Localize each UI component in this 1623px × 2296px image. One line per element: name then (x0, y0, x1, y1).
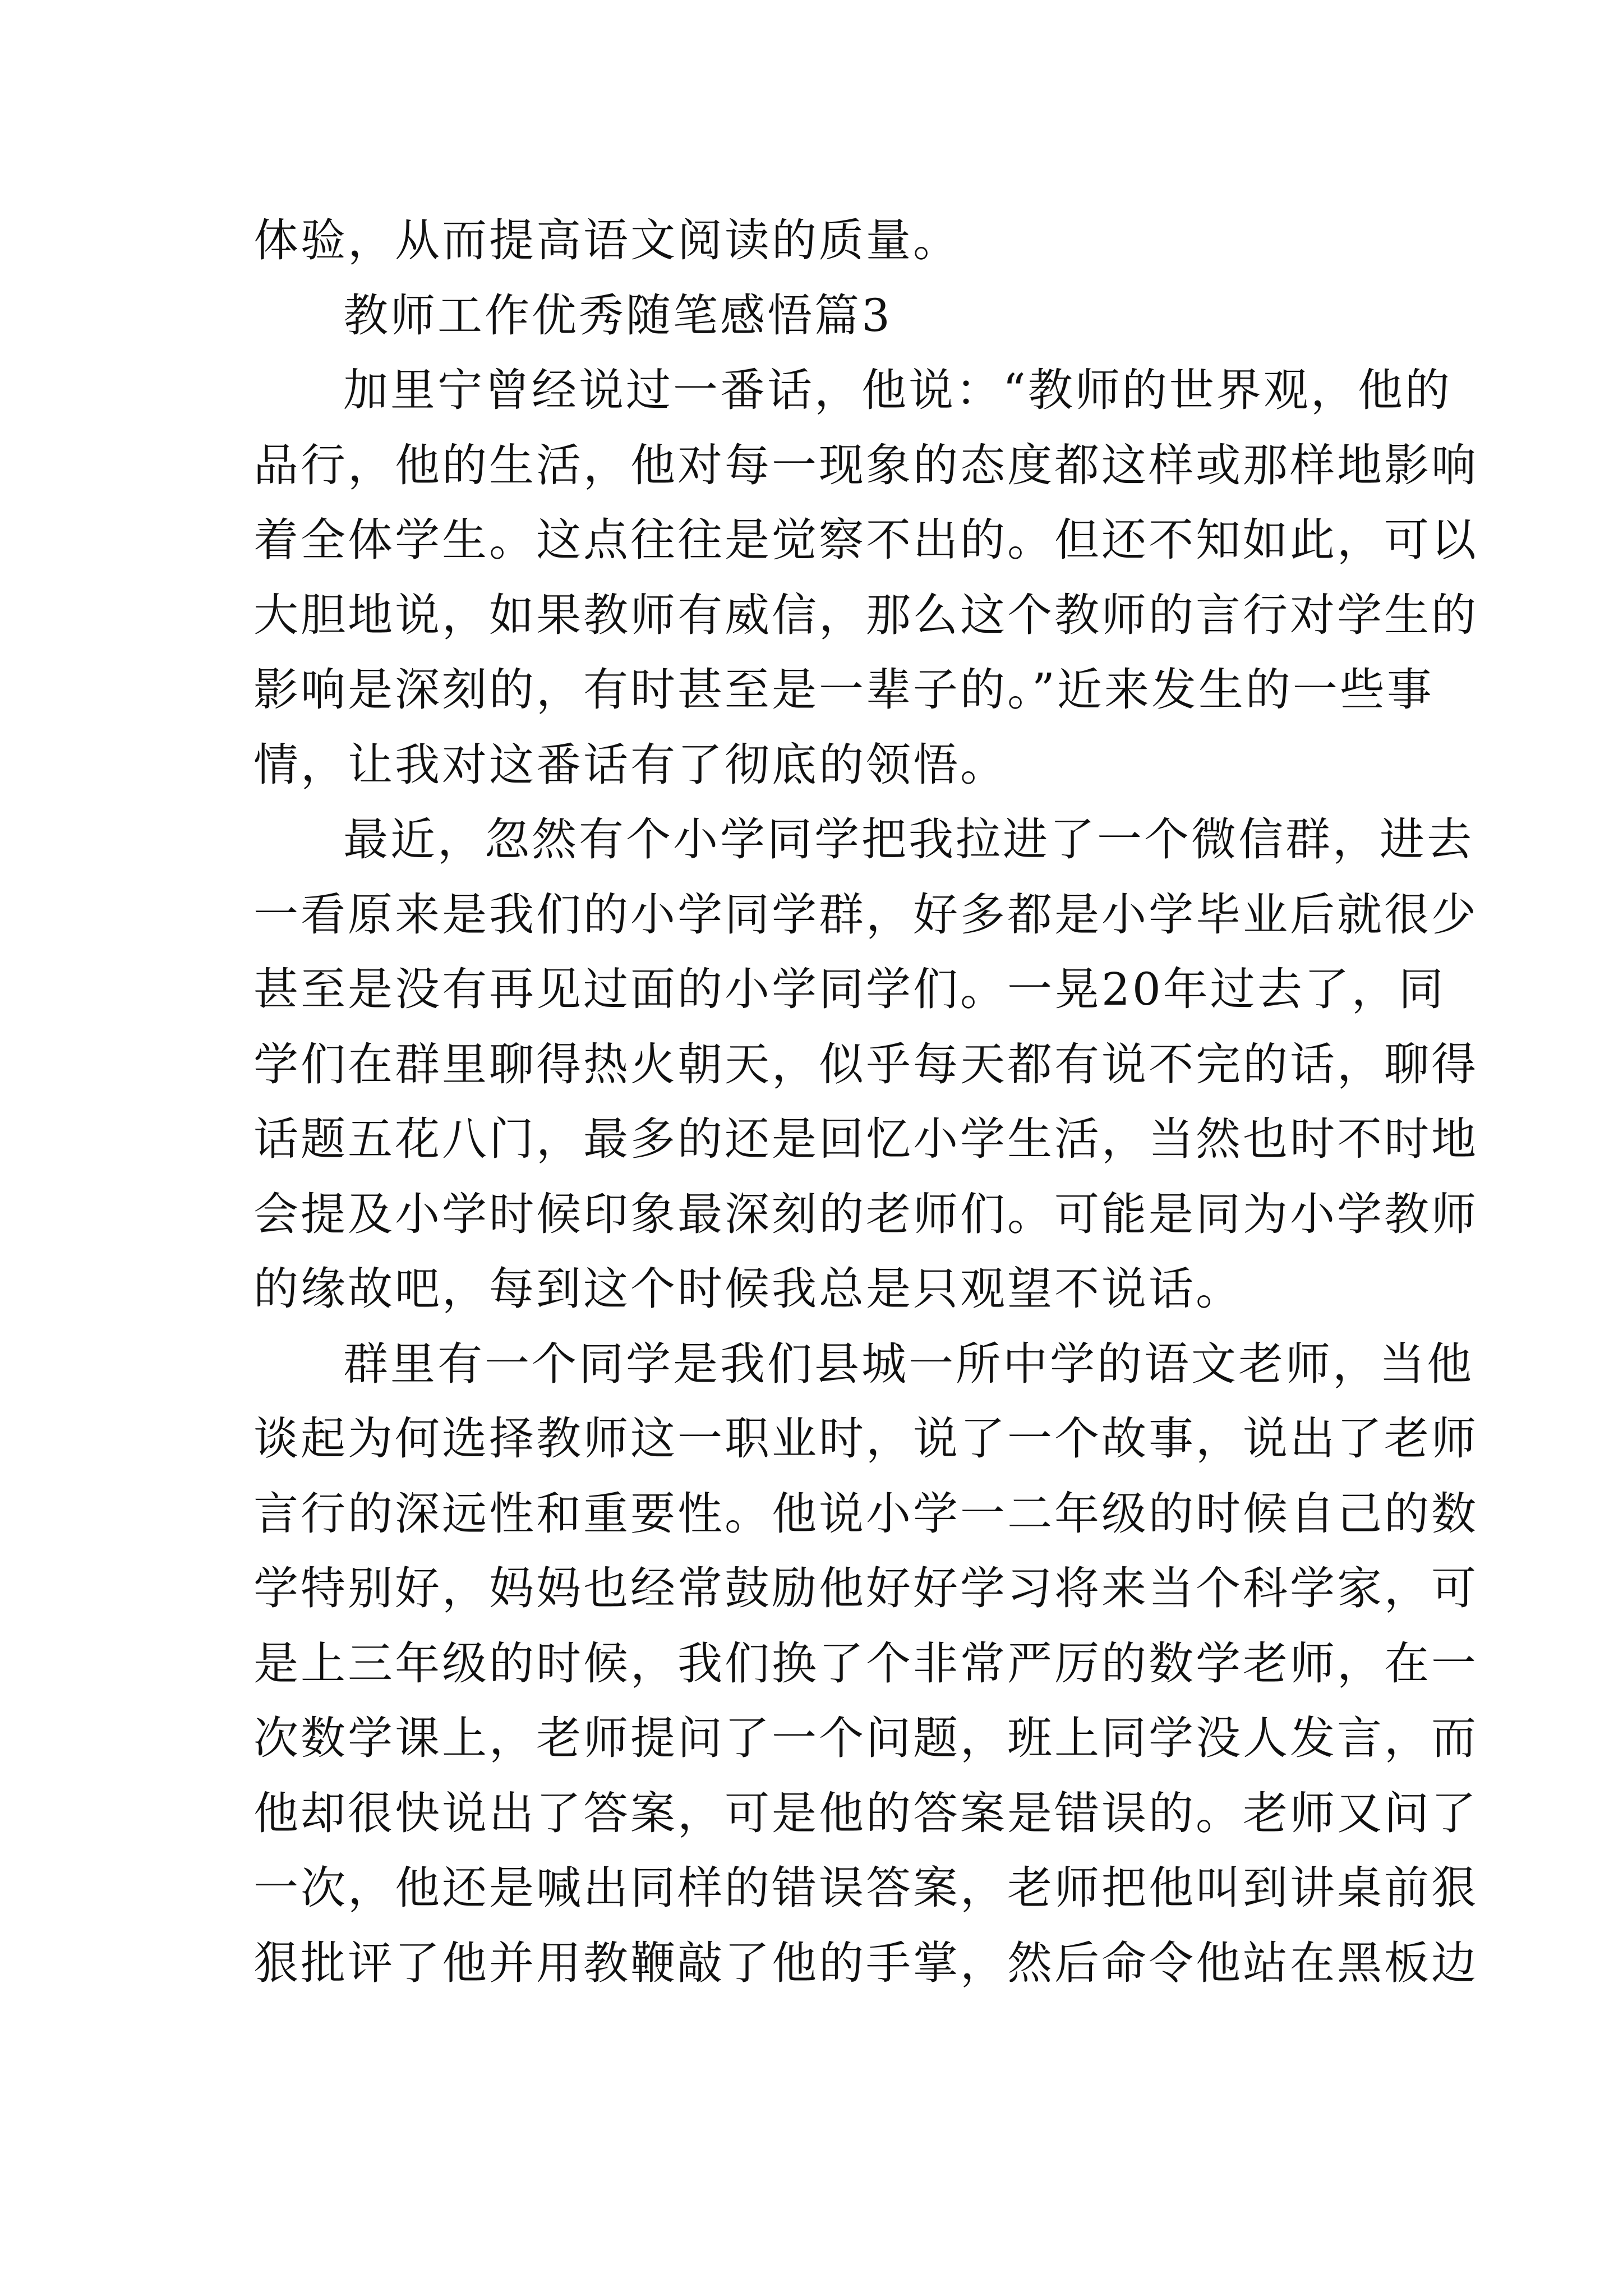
text-line: 是上三年级的时候，我们换了个非常严厉的数学老师，在一 (253, 1637, 1478, 1690)
text-line: 情，让我对这番话有了彻底的领悟。 (253, 738, 1007, 791)
text-line: 大胆地说，如果教师有威信，那么这个教师的言行对学生的 (253, 588, 1478, 641)
text-line: 体验，从而提高语文阅读的质量。 (253, 214, 960, 266)
section-heading: 教师工作优秀随笔感悟篇3 (343, 289, 892, 342)
text-line: 一次，他还是喊出同样的错误答案，老师把他叫到讲桌前狠 (253, 1862, 1478, 1914)
document-body (253, 203, 1478, 2000)
text-line: 学们在群里聊得热火朝天，似乎每天都有说不完的话，聊得 (253, 1038, 1478, 1091)
text-line: 谈起为何选择教师这一职业时，说了一个故事，说出了老师 (253, 1412, 1478, 1465)
text-line: 狠批评了他并用教鞭敲了他的手掌，然后命令他站在黑板边 (253, 1936, 1478, 1989)
text-line: 他却很快说出了答案，可是他的答案是错误的。老师又问了 (253, 1787, 1478, 1839)
text-line: 影响是深刻的，有时甚至是一辈子的。”近来发生的一些事 (253, 664, 1434, 716)
text-line: 的缘故吧，每到这个时候我总是只观望不说话。 (253, 1263, 1243, 1315)
text-line: 会提及小学时候印象最深刻的老师们。可能是同为小学教师 (253, 1188, 1478, 1240)
paragraph-first-line: 加里宁曾经说过一番话，他说：“教师的世界观，他的 (343, 364, 1452, 416)
text-line: 言行的深远性和重要性。他说小学一二年级的时候自己的数 (253, 1487, 1478, 1540)
text-line: 次数学课上，老师提问了一个问题，班上同学没人发言，而 (253, 1712, 1478, 1764)
text-line: 品行，他的生活，他对每一现象的态度都这样或那样地影响 (253, 439, 1478, 491)
text-line: 学特别好，妈妈也经常鼓励他好好学习将来当个科学家，可 (253, 1562, 1478, 1614)
text-line: 着全体学生。这点往往是觉察不出的。但还不知如此，可以 (253, 514, 1478, 566)
text-line: 甚至是没有再见过面的小学同学们。一晃20年过去了，同 (253, 963, 1446, 1015)
paragraph-first-line: 最近，忽然有个小学同学把我拉进了一个微信群，进去 (343, 813, 1474, 866)
text-line: 一看原来是我们的小学同学群，好多都是小学毕业后就很少 (253, 888, 1478, 941)
text-line: 话题五花八门，最多的还是回忆小学生活，当然也时不时地 (253, 1113, 1478, 1165)
paragraph-first-line: 群里有一个同学是我们县城一所中学的语文老师，当他 (343, 1337, 1474, 1390)
